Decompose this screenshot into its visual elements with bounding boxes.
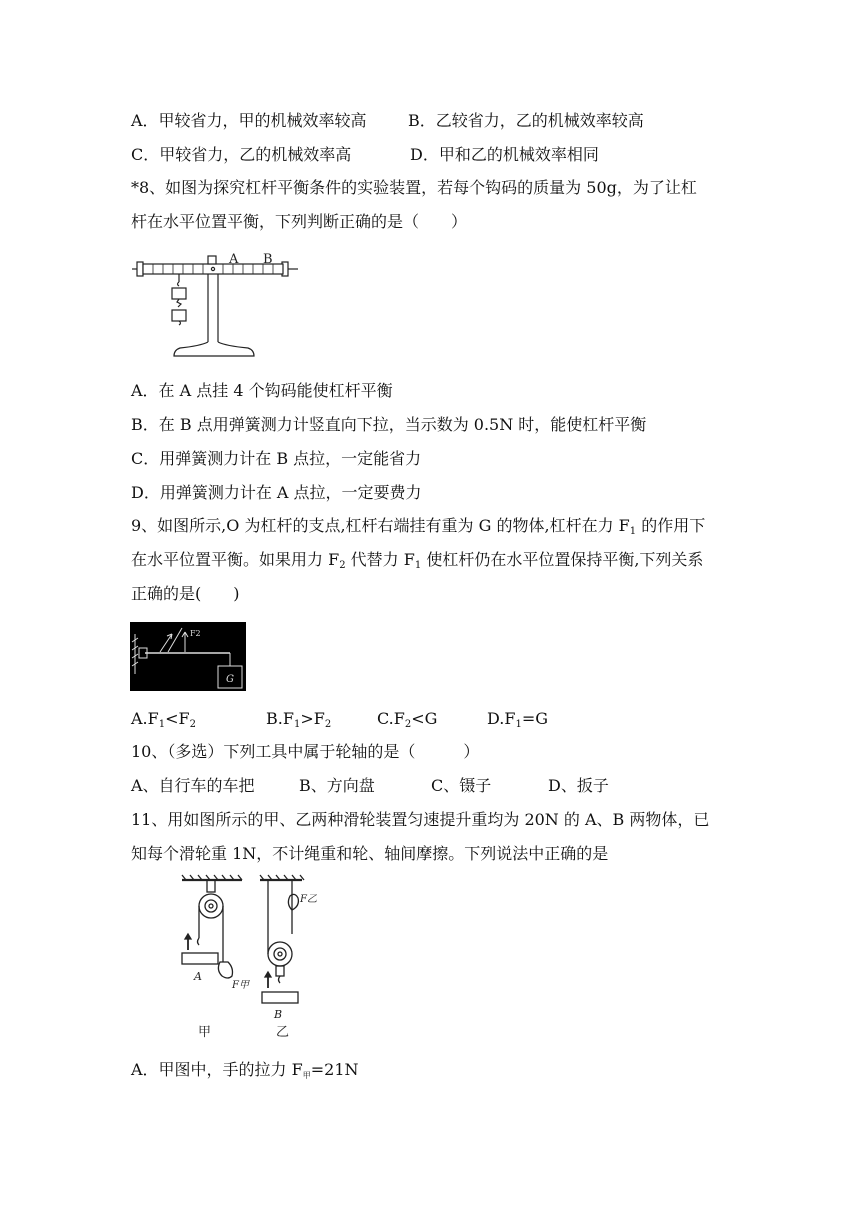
- q9-option-c: $C.F_2<G$: [377, 709, 438, 730]
- pulley-label-b: B: [274, 1008, 283, 1021]
- q10-stem: 10、（多选）下列工具中属于轮轴的是（ ）: [131, 742, 480, 761]
- pulley-caption-yi: 乙: [276, 1025, 290, 1040]
- lever-label-a: A: [229, 252, 239, 267]
- q7-option-a: A．甲较省力，甲的机械效率较高: [131, 111, 367, 130]
- q7-option-d: D．甲和乙的机械效率相同: [410, 145, 599, 164]
- pulley-label-f-jia: F甲: [232, 980, 249, 991]
- q9-option-a: $A.F_1<F_2$: [131, 709, 197, 730]
- q10-option-c: C、镊子: [431, 776, 492, 795]
- q9-stem-line2: 在水平位置平衡。如果用力 $F_2$ 代替力 $F_1$ 使杠杆仍在水平位置保持平衡,下列关系: [131, 550, 704, 571]
- q8-stem-line1: *8、如图为探究杠杆平衡条件的实验装置，若每个钩码的质量为 50g，为了让杠: [131, 178, 697, 197]
- q9-stem-line1: 9、如图所示,O 为杠杆的支点,杠杆右端挂有重为 G 的物体,杠杆在力 $F_1$ 的作用下: [131, 516, 706, 537]
- q9-stem-line3: 正确的是( ): [131, 584, 240, 603]
- fig-label-f2: F2: [190, 629, 201, 638]
- q11-stem-line2: 知每个滑轮重 1N，不计绳重和轮、轴间摩擦。下列说法中正确的是: [131, 844, 609, 863]
- q8-option-c: C．用弹簧测力计在 B 点拉，一定能省力: [131, 449, 422, 468]
- q8-option-b: B．在 B 点用弹簧测力计竖直向下拉，当示数为 0.5N 时，能使杠杆平衡: [131, 415, 647, 434]
- q10-option-b: B、方向盘: [299, 776, 375, 795]
- pulley-label-a: A: [194, 970, 202, 983]
- fig-label-g: G: [226, 674, 234, 685]
- q9-option-b: $B.F_1>F_2$: [266, 709, 332, 730]
- q10-option-a: A、自行车的车把: [131, 776, 255, 795]
- pulley-label-f-yi: F乙: [300, 894, 317, 905]
- q8-option-a: A．在 A 点挂 4 个钩码能使杠杆平衡: [131, 381, 393, 400]
- q7-option-c: C．甲较省力，乙的机械效率高: [131, 145, 352, 164]
- lever-apparatus-figure: [130, 250, 305, 362]
- q8-stem-line2: 杆在水平位置平衡，下列判断正确的是（ ）: [131, 212, 468, 231]
- lever-f1-f2-figure: [130, 622, 246, 691]
- q11-stem-line1: 11、用如图所示的甲、乙两种滑轮装置匀速提升重均为 20N 的 A、B 两物体，已: [131, 810, 710, 829]
- q7-option-b: B．乙较省力，乙的机械效率较高: [408, 111, 644, 130]
- q9-option-d: $D.F_1=G$: [487, 709, 549, 730]
- q11-option-a: A．甲图中，手的拉力 $F_甲=21N$: [131, 1060, 359, 1080]
- q8-option-d: D．用弹簧测力计在 A 点拉，一定要费力: [131, 483, 422, 502]
- lever-label-b: B: [263, 252, 273, 267]
- pulley-figure: [176, 874, 326, 1044]
- q10-option-d: D、扳子: [548, 776, 609, 795]
- pulley-caption-jia: 甲: [198, 1025, 212, 1040]
